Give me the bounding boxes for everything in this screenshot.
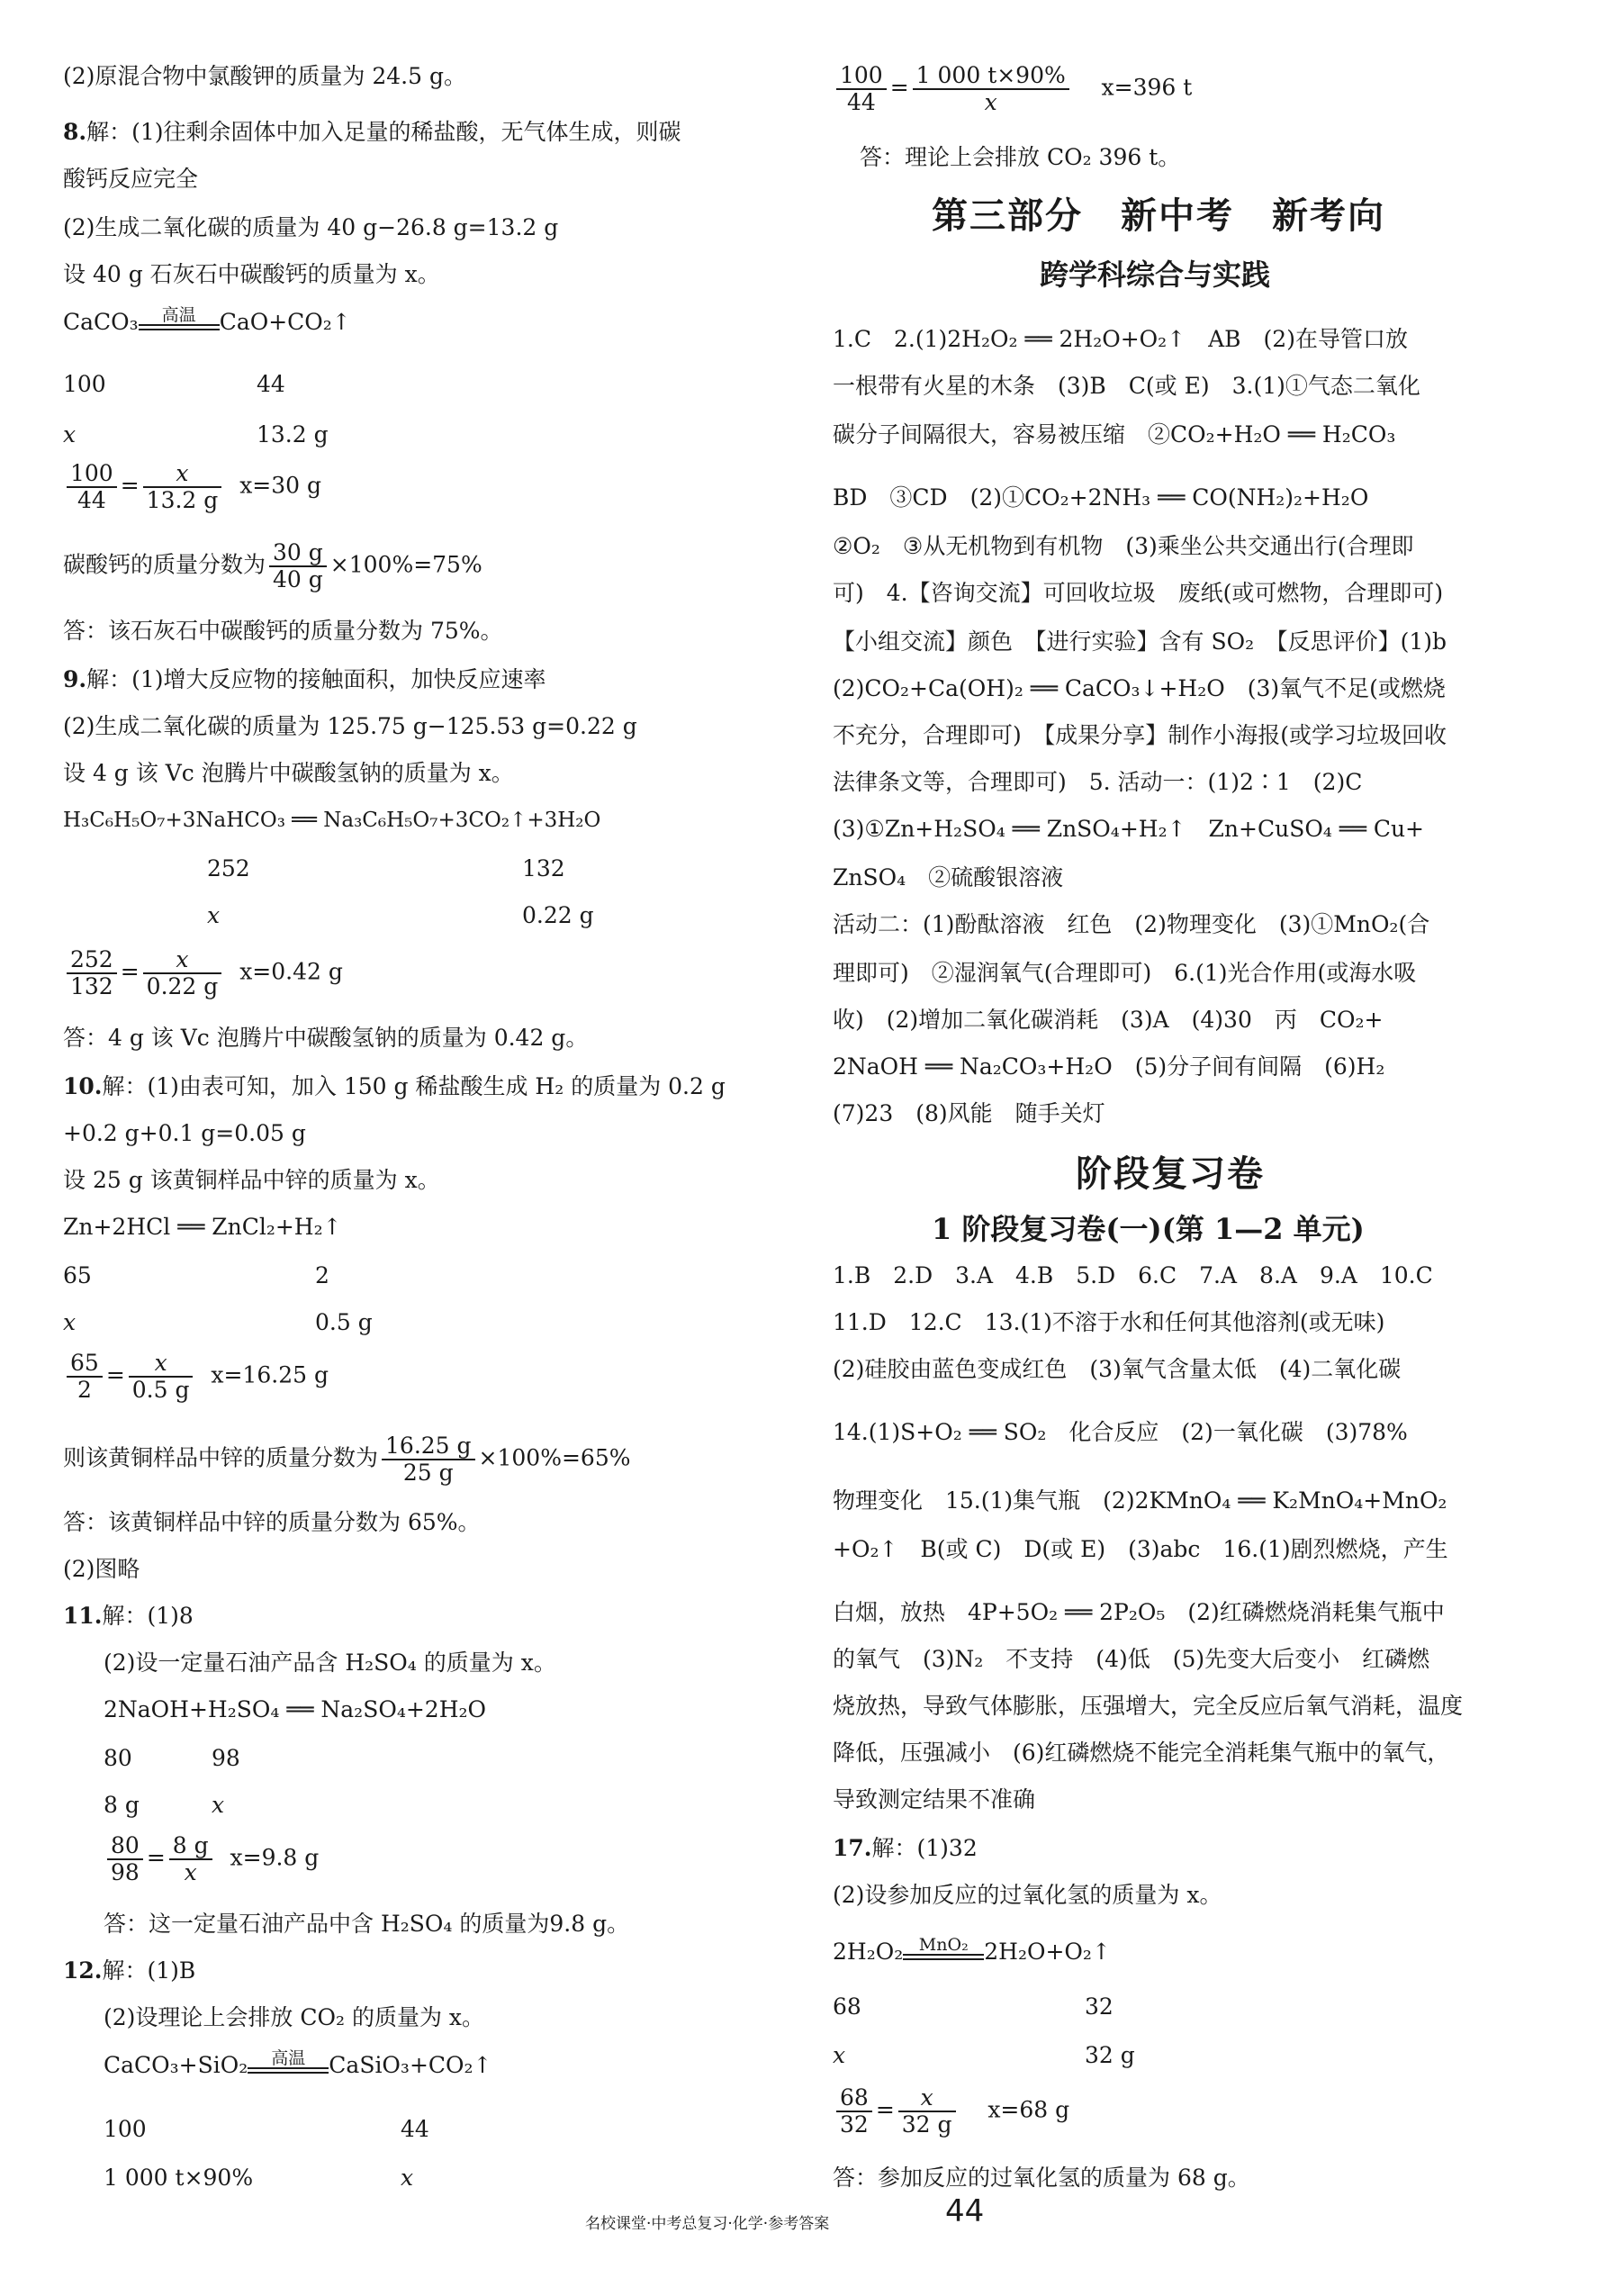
answer-paragraph: 理即可) ②湿润氧气(合理即可) 6.(1)光合作用(或海水吸 — [833, 960, 1417, 986]
question-11: 11.解：(1)8 — [63, 1603, 194, 1629]
answer-paragraph: 烧放热，导致气体膨胀，压强增大，完全反应后氧气消耗，温度 — [833, 1693, 1464, 1719]
text-line: +0.2 g+0.1 g=0.05 g — [63, 1120, 306, 1146]
percentage-line: 碳酸钙的质量分数为 $\frac{30 g}{40 g}$ ×100%=75% — [63, 539, 482, 592]
answer-paragraph: 2NaOH ══ Na₂CO₃+H₂O (5)分子间有间隔 (6)H₂ — [833, 1053, 1385, 1080]
answer-paragraph: (3)①Zn+H₂SO₄ ══ ZnSO₄+H₂↑ Zn+CuSO₄ ══ Cu+ — [833, 816, 1425, 842]
chemical-equation: Zn+2HCl ══ ZnCl₂+H₂↑ — [63, 1214, 342, 1240]
chemical-equation: 2NaOH+H₂SO₄ ══ Na₂SO₄+2H₂O — [104, 1696, 487, 1722]
text-line: 设 25 g 该黄铜样品中锌的质量为 x。 — [63, 1167, 440, 1193]
chemical-equation: CaCO₃+SiO₂ 高温 CaSiO₃+CO₂↑ — [104, 2049, 492, 2081]
answer-line: 答：该黄铜样品中锌的质量分数为 65%。 — [63, 1509, 481, 1535]
answer-paragraph: ②O₂ ③从无机物到有机物 (3)乘坐公共交通出行(合理即 — [833, 533, 1414, 559]
answer-paragraph: 1.C 2.(1)2H₂O₂ ══ 2H₂O+O₂↑ AB (2)在导管口放 — [833, 326, 1408, 352]
unknown-line: x — [212, 1792, 225, 1818]
answer-paragraph: BD ③CD (2)①CO₂+2NH₃ ══ CO(NH₂)₂+H₂O — [833, 484, 1369, 511]
mass-line: 252 — [207, 855, 250, 881]
mass-line: 80 — [104, 1745, 132, 1771]
answer-paragraph: 降低，压强减小 (6)红磷燃烧不能完全消耗集气瓶中的氧气， — [833, 1740, 1450, 1766]
question-10: 10.解：(1)由表可知，加入 150 g 稀盐酸生成 H₂ 的质量为 0.2 g — [63, 1073, 726, 1099]
text-line: 解：(1)往剩余固体中加入足量的稀盐酸，无气体生成，则碳 — [86, 119, 681, 145]
question-number: 11. — [63, 1603, 103, 1629]
question-9: 9.解：(1)增大反应物的接触面积，加快反应速率 — [63, 666, 546, 692]
value-line: 13.2 g — [257, 421, 329, 447]
answer-paragraph: ZnSO₄ ②硫酸银溶液 — [833, 864, 1064, 890]
text-line: (2)设一定量石油产品含 H₂SO₄ 的质量为 x。 — [104, 1650, 556, 1676]
answer-line: 答：该石灰石中碳酸钙的质量分数为 75%。 — [63, 618, 503, 644]
answer-paragraph: 白烟，放热 4P+5O₂ ══ 2P₂O₅ (2)红磷燃烧消耗集气瓶中 — [833, 1599, 1445, 1625]
question-8 — [63, 117, 681, 148]
proportion: $\frac{65}{2}$ = $\frac{x}{0.5 g}$ x=16.25 g — [63, 1351, 329, 1403]
page-number: 44 — [945, 2193, 985, 2229]
mass-line: 2 — [315, 1262, 329, 1288]
value-line: 1 000 t×90% — [104, 2165, 254, 2191]
answer-paragraph: 导致测定结果不准确 — [833, 1786, 1036, 1812]
reaction-arrow: 高温 — [139, 306, 220, 338]
proportion: $\frac{100}{44}$ = $\frac{1 000 t\times 90\%}{x}$ x=396 t — [833, 63, 1192, 115]
chemical-equation: CaCO₃ 高温 CaO+CO₂↑ — [63, 306, 351, 338]
question-12: 12.解：(1)B — [63, 1957, 196, 1984]
answer-paragraph: +O₂↑ B(或 C) D(或 E) (3)abc 16.(1)剧烈燃烧，产生 — [833, 1536, 1448, 1562]
section-title: 第三部分 新中考 新考向 — [932, 194, 1385, 237]
section-title: 阶段复习卷 — [1076, 1153, 1265, 1195]
answer-paragraph: 不充分，合理即可) 【成果分享】制作小海报(或学习垃圾回收 — [833, 722, 1447, 748]
value-line: 8 g — [104, 1792, 140, 1818]
mass-line: 65 — [63, 1262, 92, 1288]
answer-line: 答：参加反应的过氧化氢的质量为 68 g。 — [833, 2165, 1250, 2191]
answer-line: 答：理论上会排放 CO₂ 396 t。 — [860, 144, 1181, 170]
answer-paragraph: 可) 4.【咨询交流】可回收垃圾 废纸(或可燃物，合理即可) — [833, 580, 1444, 606]
percentage-line: 则该黄铜样品中锌的质量分数为 $\frac{16.25 g}{25 g}$ ×100%=65% — [63, 1433, 631, 1486]
answer-paragraph: (2)CO₂+Ca(OH)₂ ══ CaCO₃↓+H₂O (3)氧气不足(或燃烧 — [833, 675, 1446, 701]
page-footer: 名校课堂·中考总复习·化学·参考答案 — [585, 2215, 830, 2233]
question-number: 10. — [63, 1073, 103, 1099]
question-17: 17.解：(1)32 — [833, 1835, 978, 1861]
section-subtitle: 1 阶段复习卷(一)(第 1—2 单元) — [932, 1212, 1365, 1246]
text-line: (2)生成二氧化碳的质量为 125.75 g−125.53 g=0.22 g — [63, 713, 637, 739]
proportion: $\frac{100}{44}$ = $\frac{x}{13.2 g}$ x=30 g — [63, 461, 321, 513]
unknown-line: x — [833, 2042, 846, 2068]
question-number: 9. — [63, 666, 87, 692]
reaction-arrow: 高温 — [248, 2049, 329, 2081]
mass-line: 100 — [63, 371, 106, 397]
value-line: 0.22 g — [522, 902, 594, 928]
reaction-arrow: MnO₂ — [903, 1936, 984, 1967]
answer-paragraph: 【小组交流】颜色 【进行实验】含有 SO₂ 【反思评价】(1)b — [833, 628, 1447, 655]
answer-paragraph: 法律条文等，合理即可) 5. 活动一：(1)2∶1 (2)C — [833, 769, 1363, 795]
answer-paragraph: (2)硅胶由蓝色变成红色 (3)氧气含量太低 (4)二氧化碳 — [833, 1356, 1402, 1382]
text-line: (2)生成二氧化碳的质量为 40 g−26.8 g=13.2 g — [63, 214, 559, 240]
chemical-equation: 2H₂O₂ MnO₂ 2H₂O+O₂↑ — [833, 1936, 1111, 1967]
mass-line: 100 — [104, 2116, 147, 2142]
question-number: 17. — [833, 1835, 872, 1861]
answer-paragraph: 碳分子间隔很大，容易被压缩 ②CO₂+H₂O ══ H₂CO₃ — [833, 421, 1396, 447]
text-line: (2)设参加反应的过氧化氢的质量为 x。 — [833, 1882, 1222, 1908]
text-line: 设 4 g 该 Vc 泡腾片中碳酸氢钠的质量为 x。 — [63, 760, 514, 786]
value-line: 32 g — [1085, 2042, 1135, 2068]
answer-line: 答：4 g 该 Vc 泡腾片中碳酸氢钠的质量为 0.42 g。 — [63, 1025, 589, 1051]
answer-paragraph: 物理变化 15.(1)集气瓶 (2)2KMnO₄ ══ K₂MnO₄+MnO₂ — [833, 1487, 1447, 1514]
text-line: (2)设理论上会排放 CO₂ 的质量为 x。 — [104, 2004, 484, 2030]
unknown-line: x — [63, 1309, 77, 1335]
unknown-line: x — [401, 2165, 414, 2191]
section-subtitle: 跨学科综合与实践 — [1040, 258, 1271, 292]
answer-paragraph: 收) (2)增加二氧化碳消耗 (3)A (4)30 丙 CO₂+ — [833, 1007, 1384, 1033]
mass-line: 32 — [1085, 1993, 1114, 2020]
answer-line: 答：这一定量石油产品中含 H₂SO₄ 的质量为9.8 g。 — [104, 1911, 630, 1937]
text-line: (2)图略 — [63, 1556, 140, 1582]
chemical-equation: H₃C₆H₅O₇+3NaHCO₃ ══ Na₃C₆H₅O₇+3CO₂↑+3H₂O — [63, 809, 601, 832]
answer-paragraph: 的氧气 (3)N₂ 不支持 (4)低 (5)先变大后变小 红磷燃 — [833, 1646, 1430, 1672]
value-line: 0.5 g — [315, 1309, 373, 1335]
mass-line: 132 — [522, 855, 565, 881]
question-number: 12. — [63, 1957, 103, 1984]
mass-line: 44 — [401, 2116, 429, 2142]
proportion: $\frac{68}{32}$ = $\frac{x}{32 g}$ x=68 g — [833, 2085, 1069, 2138]
unknown-line: x — [207, 902, 221, 928]
answer-paragraph: 一根带有火星的木条 (3)B C(或 E) 3.(1)①气态二氧化 — [833, 373, 1420, 399]
answer-paragraph: 14.(1)S+O₂ ══ SO₂ 化合反应 (2)一氧化碳 (3)78% — [833, 1419, 1408, 1445]
mass-line: 98 — [212, 1745, 240, 1771]
mass-line: 44 — [257, 371, 285, 397]
proportion: $\frac{252}{132}$ = $\frac{x}{0.22 g}$ x=0.42 g — [63, 947, 343, 999]
question-number: 8. — [63, 119, 87, 145]
mass-line: 68 — [833, 1993, 861, 2020]
answer-paragraph: (7)23 (8)风能 随手关灯 — [833, 1100, 1105, 1126]
answer-paragraph: 1.B 2.D 3.A 4.B 5.D 6.C 7.A 8.A 9.A 10.C — [833, 1262, 1433, 1288]
answer-paragraph: 11.D 12.C 13.(1)不溶于水和任何其他溶剂(或无味) — [833, 1309, 1385, 1335]
answer-paragraph: 活动二：(1)酚酞溶液 红色 (2)物理变化 (3)①MnO₂(合 — [833, 911, 1430, 937]
proportion: $\frac{80}{98}$ = $\frac{8 g}{x}$ x=9.8 g — [104, 1833, 319, 1885]
text-line: 设 40 g 石灰石中碳酸钙的质量为 x。 — [63, 261, 440, 287]
text-line: 酸钙反应完全 — [63, 166, 199, 192]
text-line: (2)原混合物中氯酸钾的质量为 24.5 g。 — [63, 63, 466, 89]
unknown-line: x — [63, 421, 77, 447]
